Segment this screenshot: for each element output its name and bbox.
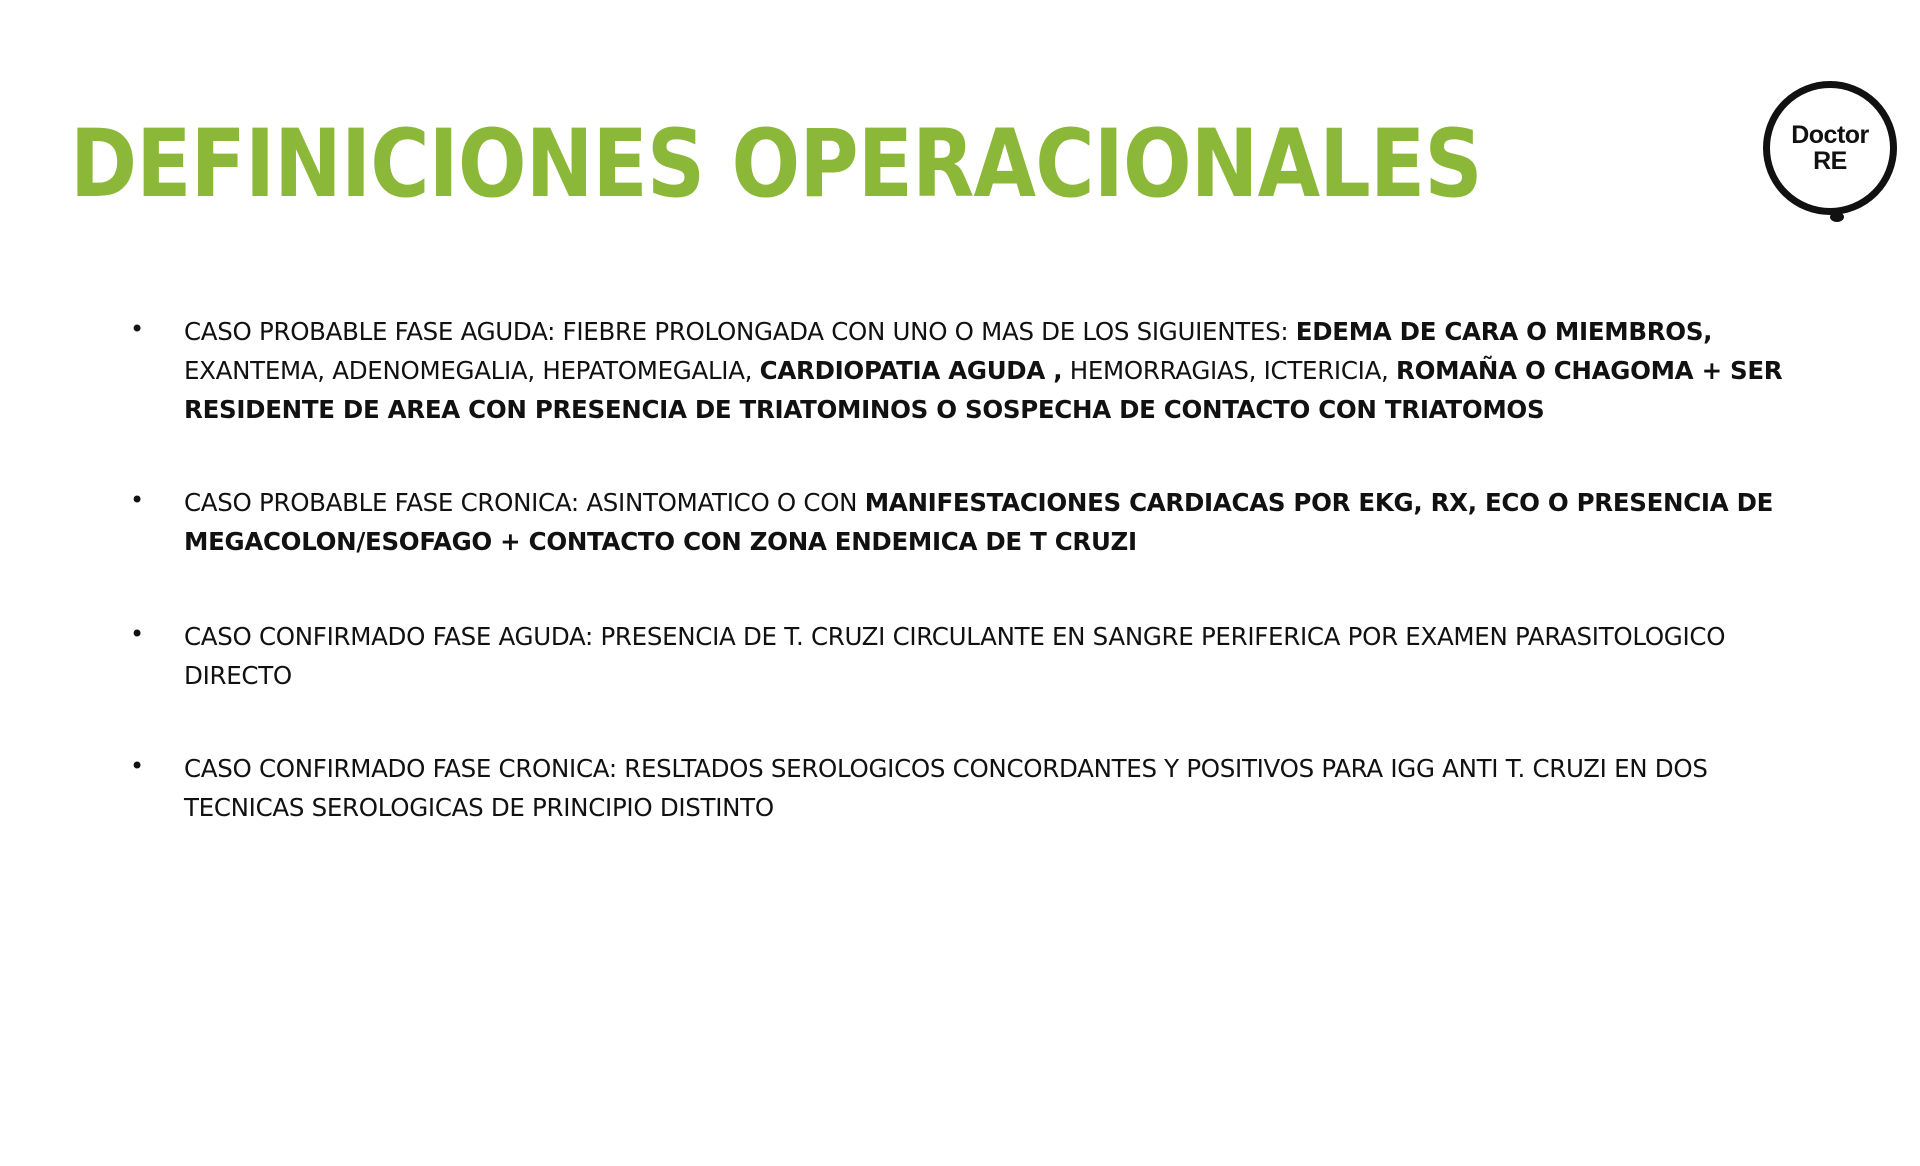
definition-item-confirmed-acute (130, 617, 1830, 695)
definition-text: HEMORRAGIAS, ICTERICIA, (1062, 356, 1397, 385)
definition-item-confirmed-chronic (130, 749, 1830, 827)
definition-item-probable-chronic (130, 483, 1830, 561)
page-title: DEFINICIONES OPERACIONALES (70, 110, 1482, 219)
definition-text: EXANTEMA, ADENOMEGALIA, HEPATOMEGALIA, (184, 356, 760, 385)
logo-text (1791, 122, 1869, 174)
logo-tail-mark (1830, 212, 1844, 222)
definition-highlight: MANIFESTACIONES CARDIACAS POR EKG, RX, ECO O PRESENCIA DE MEGACOLON/ESOFAGO + CONTACTO CON ZONA ENDEMICA DE T CRUZI (184, 488, 1774, 556)
definition-text: CASO CONFIRMADO FASE CRONICA: RESLTADOS SEROLOGICOS CONCORDANTES Y POSITIVOS PARA IGG ANTI T. CRUZI EN DOS TECNICAS SEROLOGICAS DE PRINCIPIO DISTINTO (184, 754, 1708, 822)
definition-highlight: CARDIOPATIA AGUDA , (759, 356, 1063, 385)
logo-line-2: RE (1813, 147, 1847, 175)
definition-text: CASO CONFIRMADO FASE AGUDA: PRESENCIA DE T. CRUZI CIRCULANTE EN SANGRE PERIFERICA POR EXAMEN PARASITOLOGICO DIRECTO (184, 622, 1726, 690)
definition-item-probable-acute (130, 312, 1830, 429)
definition-highlight: EDEMA DE CARA O MIEMBROS, (1295, 317, 1713, 346)
definitions-list (130, 312, 1830, 827)
definition-text: CASO PROBABLE FASE AGUDA: FIEBRE PROLONGADA CON UNO O MAS DE LOS SIGUIENTES: (184, 317, 1296, 346)
definition-highlight: ROMAÑA O CHAGOMA + SER RESIDENTE DE AREA CON PRESENCIA DE TRIATOMINOS O SOSPECHA DE CONTACTO CON TRIATOMOS (184, 356, 1783, 424)
logo-line-1: Doctor (1791, 121, 1869, 149)
doctor-re-logo (1763, 81, 1897, 215)
definition-text: CASO PROBABLE FASE CRONICA: ASINTOMATICO O CON (184, 488, 865, 517)
